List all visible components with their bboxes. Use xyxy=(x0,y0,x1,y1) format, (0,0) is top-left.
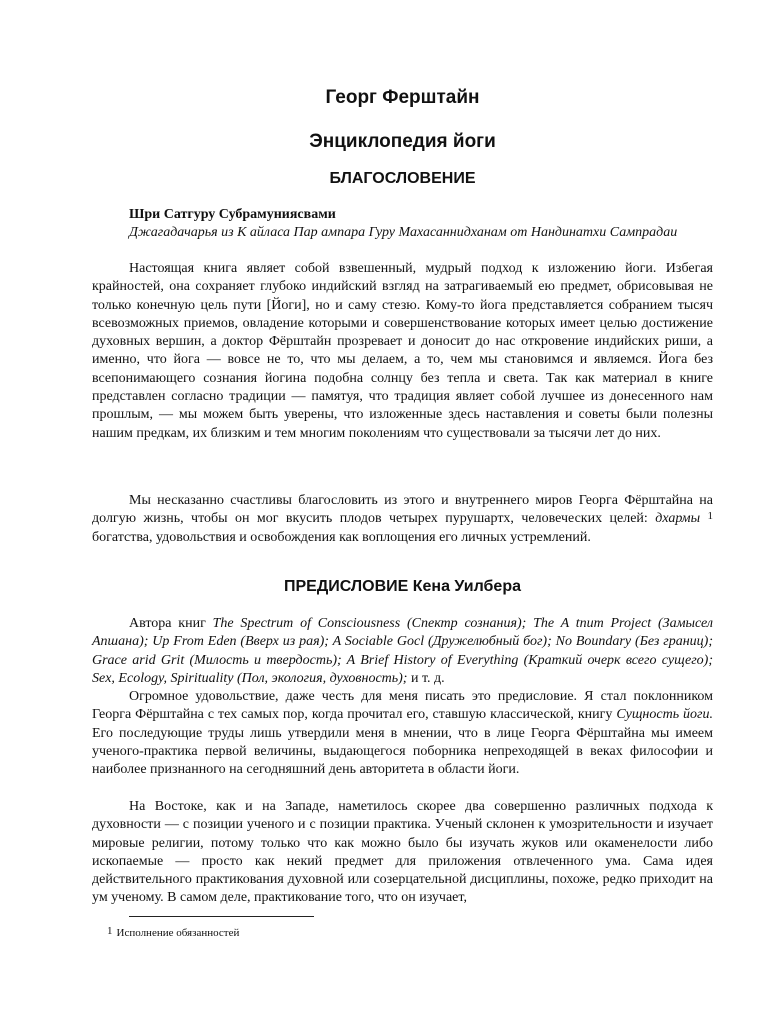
preface-p2-italic: Сущность йоги. xyxy=(616,707,713,723)
preface-p2-end: Его последующие труды лишь утвердили меня в мнении, что в лице Георга Фёрштайна мы имеем ученого-практика первой величины, выдающегося поборника непреходящей в веках философии и наиболее признанного на сегодняшний день авторитета в области йоги. xyxy=(92,725,713,778)
preface-books-end: и т. д. xyxy=(407,670,445,686)
preface-heading: ПРЕДИСЛОВИЕ Кена Уилбера xyxy=(284,578,521,595)
preface-books-list xyxy=(92,615,713,688)
preface-p2-start: Огромное удовольствие, даже честь для меня писать это предисловие. Я стал поклонником Георга Фёрштайна с тех самых пор, когда прочитал его, ставшую классической, книгу xyxy=(92,689,713,723)
preface-paragraph-2 xyxy=(92,688,713,779)
preface-books-intro: Автора книг xyxy=(129,616,213,631)
preface-paragraph-3: На Востоке, как и на Западе, наметилось скорее два совершенно различных подхода к духовности — с позиции ученого и с позиции практика. Ученый склонен к умозрительности и изучает мировые религии, потому только что как можно было бы изучать жуков или окаменелости либо ископаемые — просто как некий предмет для приложения отвлеченного ума. Сама идея действительного практикования духовной или созерцательной дисциплины, похоже, редко приходит на ум ученому. В самом деле, практикование того, что он изучает, xyxy=(92,799,713,906)
footnote xyxy=(107,927,239,939)
blessing-signer-title: Джагадачарья из К айласа Пар ампара Гуру Махасаннидханам от Нандинатхи Сампрадаи xyxy=(129,225,678,240)
blessing-p2-italic: дхармы xyxy=(655,511,701,527)
book-title: Энциклопедия йоги xyxy=(309,131,496,152)
footnote-number: 1 xyxy=(107,925,113,937)
blessing-heading: БЛАГОСЛОВЕНИЕ xyxy=(329,170,476,187)
blessing-signer: Шри Сатгуру Субрамуниясвами xyxy=(129,207,336,222)
footnote-reference: 1 xyxy=(707,510,713,523)
footnote-divider xyxy=(129,916,314,917)
blessing-paragraph-1: Настоящая книга являет собой взвешенный, мудрый подход к изложению йоги. Избегая крайностей, она сохраняет глубоко индийский взгляд на затрагиваемый ею предмет, обрисовывая не только конечную цель пути [Йоги], но и саму стезю. Кому-то йога представляется собранием тысяч всевозможных приемов, овладение которыми и совершенствование которых имеет целью достижение духовных вершин, а доктор Фёрштайн прозревает и доносит до нас откровение индийских риши, а именно, что йога — вовсе не то, что мы делаем, а то, чем мы становимся и являемся. Йога без всепонимающего сознания йогина подобна солнцу без тепла и света. Так как материал в книге представлен согласно традиции — памятуя, что традиция являет собой лучшее из донесенного нам прошлым, — мы можем быть уверены, что изложенные здесь наставления и советы были полезны нашим предкам, их близким и тем многим поколениям что существовали за тысячи лет до них. xyxy=(92,261,713,441)
blessing-paragraph-2 xyxy=(92,492,713,547)
author-name: Георг Ферштайн xyxy=(325,87,480,108)
blessing-p2-start: Мы несказанно счастливы благословить из этого и внутреннего миров Георга Фёрштайна на долгую жизнь, чтобы он мог вкусить плодов четырех пурушартх, человеческих целей: xyxy=(92,493,713,527)
blessing-p2-end: богатства, удовольствия и освобождения как воплощения его личных устремлений. xyxy=(92,529,591,545)
footnote-text: Исполнение обязанностей xyxy=(116,927,240,939)
preface-books-titles: The Spectrum of Consciousness (Спектр сознания); The A tnum Project (Замысел Апшана); Up From Eden (Вверх из рая); A Sociable Gocl (Дружелюбный бог); No Boundary (Без границ); Grace arid Grit (Милость и твердость); A Brief History of Everything (Краткий очерк всего сущего); Sex, Ecology, Spirituality (Пол, экология, духовность); xyxy=(92,616,713,686)
